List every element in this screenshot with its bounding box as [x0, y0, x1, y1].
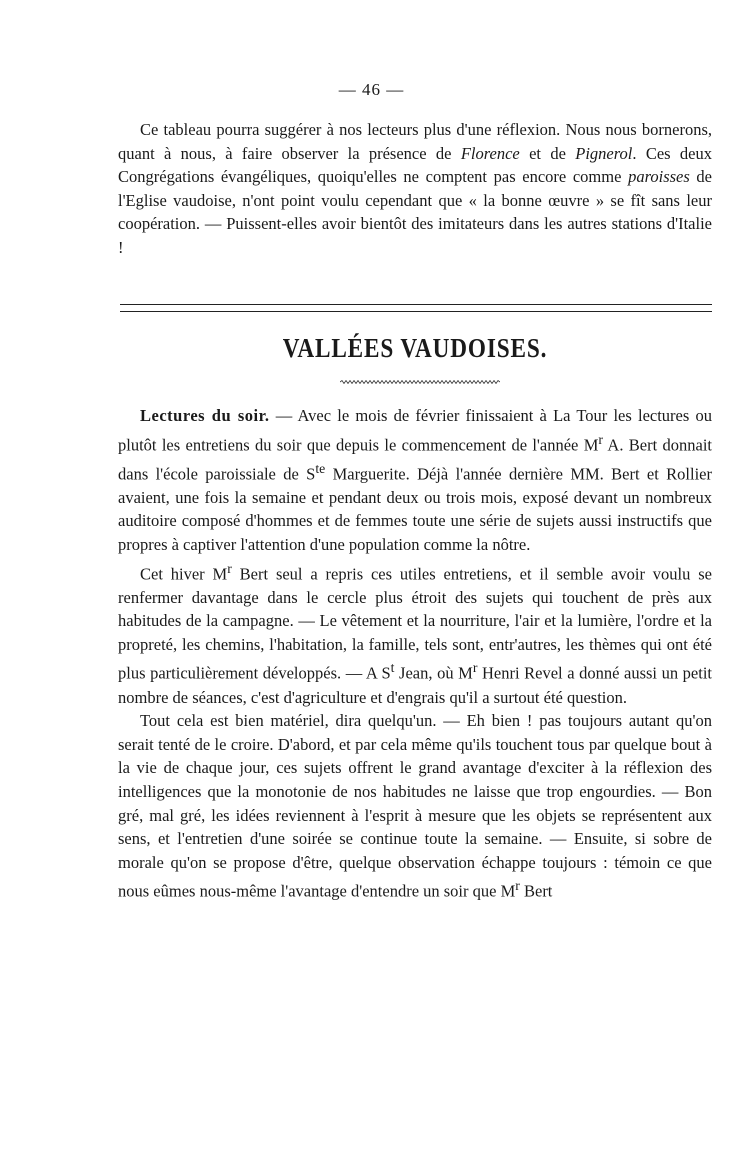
place-florence: Florence — [460, 143, 520, 163]
article-text: Bert — [519, 881, 553, 901]
place-pignerol: Pignerol — [575, 143, 633, 163]
superscript: te — [315, 460, 326, 476]
superscript: r — [598, 431, 603, 447]
article-text: Tout cela est bien matériel, dira quelqu'un. — Eh bien ! pas toujours autant qu'on serait tenté de le croire. D'abord, et par cela même qu'ils touchent tous par quelque bout à la vie de chaque jour, ces sujets offrent le grand avantage d'exciter à la réflexion des intelligences que la monotonie de nos habitudes ne laisse que trop engourdies. — Bon gré, mal gré, les idées reviennent à l'esprit à mesure que les objets se représentent aux sens, et l'entretien d'une soirée se continue toute la semaine. — Ensuite, si sobre de morale qu'on se propose d'être, quelque observation échappe toujours : témoin ce que nous eûmes nous-même l'avantage d'entendre un soir que M — [118, 711, 712, 901]
intro-text: . Ces deux Congrégations évangéliques, quoiqu'elles ne comptent pas encore comme — [118, 143, 713, 187]
article-text: Jean, où M — [394, 663, 473, 683]
article-text: Henri Revel a donné aussi un petit nombre de séances, c'est d'agriculture et d'engrais qu'il a surtout été question. — [118, 663, 712, 707]
article-text: — Avec le mois de février finissaient à La Tour les lectures ou plutôt les entretiens du soir que depuis le commencement de l'année M — [118, 406, 712, 455]
article-paragraph — [118, 709, 712, 903]
intro-text: et de — [519, 143, 576, 163]
article-body — [118, 404, 712, 903]
section-divider — [120, 304, 712, 312]
intro-paragraph-block — [118, 118, 712, 260]
article-paragraph — [118, 404, 712, 557]
superscript: r — [472, 660, 478, 676]
intro-paragraph — [118, 118, 712, 260]
page-number: — 46 — — [338, 80, 405, 99]
article-paragraph — [118, 557, 712, 710]
superscript: r — [227, 560, 232, 576]
article-text: Cet hiver M — [140, 564, 228, 584]
superscript: r — [515, 878, 520, 894]
title-ornament — [340, 380, 500, 384]
article-text: A. Bert donnait dans l'école paroissiale de S — [118, 435, 713, 484]
run-in-heading: Lectures du soir. — [140, 406, 270, 425]
section-title: VALLÉES VAUDOISES. — [282, 333, 548, 363]
article-text: Marguerite. Déjà l'année dernière MM. Bert et Rollier avaient, une fois la semaine et pendant deux ou trois mois, exposé devant un nombreux auditoire composé d'hommes et de femmes toute une série de sujets aussi instructifs que propres à captiver l'attention d'une population comme la nôtre. — [118, 464, 712, 554]
intro-text: Ce tableau pourra suggérer à nos lecteurs plus d'une réflexion. Nous nous bornerons, quant à nous, à faire observer la présence de — [118, 120, 712, 163]
article-text: Bert seul a repris ces utiles entretiens, et il semble avoir voulu se renfermer davantage dans le cercle plus étroit des sujets qui touchent de près aux habitudes de la campagne. — Le vêtement et la nourriture, l'air et la lumière, l'ordre et la propreté, les chemins, l'habitation, la famille, tels sont, entr'autres, les thèmes qui ont été plus particulièrement développés. — A S — [118, 564, 712, 683]
superscript: t — [390, 660, 395, 676]
emphasis-paroisses: paroisses — [628, 167, 690, 187]
intro-text: de l'Eglise vaudoise, n'ont point voulu cependant que « la bonne œuvre » se fît sans leur coopération. — Puissent-elles avoir bientôt des imitateurs dans les autres stations d'Italie ! — [118, 167, 712, 257]
